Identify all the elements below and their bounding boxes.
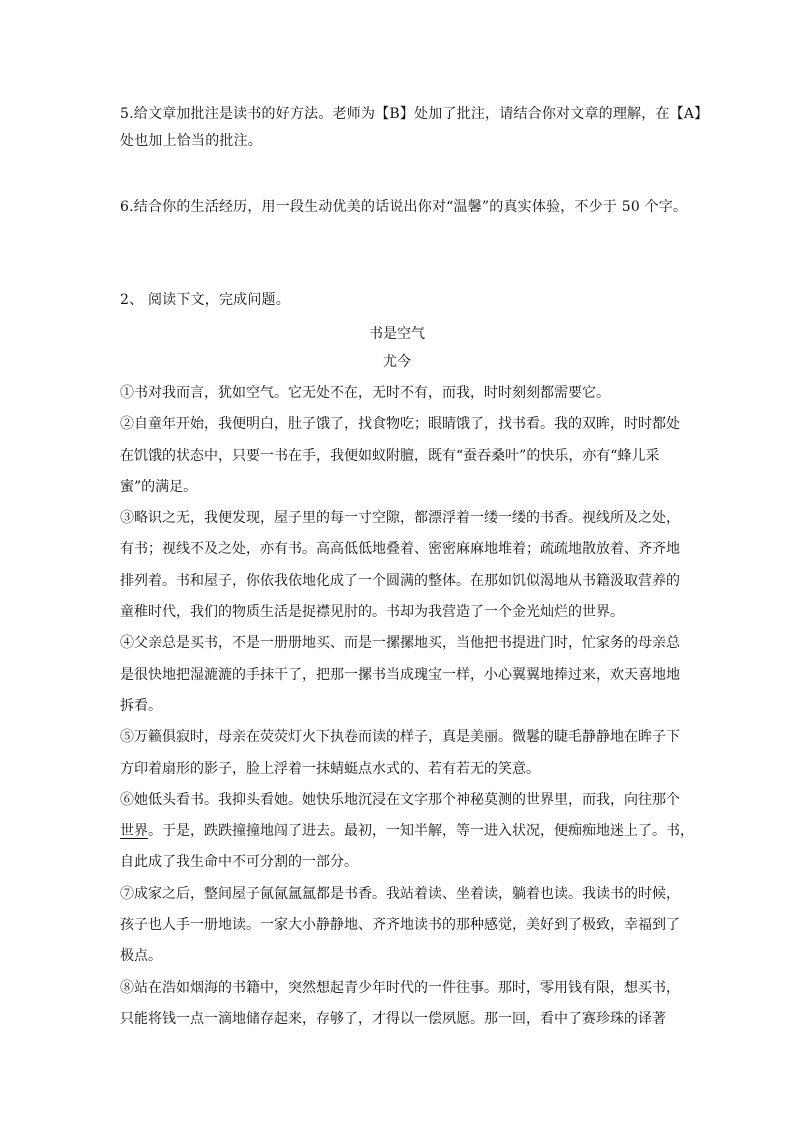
- article-line-underlined: 世界。于是，跌跌撞撞地闯了进去。最初，一知半解，等一进入状况，便痴痴地迷上了。书，: [120, 823, 694, 840]
- article-line: ③略识之无，我便发现，屋子里的每一寸空隙，都漂浮着一缕一缕的书香。视线所及之处，: [120, 510, 680, 527]
- article-line: 是很快地把湿漉漉的手抹干了，把那一摞书当成瑰宝一样，小心翼翼地捧过来，欢天喜地地: [120, 666, 680, 683]
- question-5-line-1: 5.给文章加批注是读书的好方法。老师为【B】处加了批注，请结合你对文章的理解，在【A】: [120, 106, 709, 122]
- article-line: 自此成了我生命中不可分割的一部分。: [120, 854, 358, 871]
- article-line: 孩子也人手一册地读。一家大小静静地、齐齐地读书的那种感觉，美好到了极致，幸福到了: [120, 917, 680, 934]
- article-line: ⑤万籁俱寂时，母亲在荧荧灯火下执卷而读的样子，真是美丽。微鬈的睫毛静静地在眸子下: [120, 729, 680, 746]
- article-line: ⑥她低头看书。我抑头看她。她快乐地沉浸在文字那个神秘莫测的世界里，而我，向往那个: [120, 791, 680, 808]
- article-line: 蜜”的满足。: [120, 478, 198, 495]
- article-line: ④父亲总是买书，不是一册册地买、而是一摞摞地买，当他把书提进门时，忙家务的母亲总: [120, 635, 680, 652]
- article-author: 尤今: [383, 354, 411, 370]
- question-5-line-2: 处也加上恰当的批注。: [120, 133, 262, 149]
- question-6: [120, 196, 688, 219]
- article-line: ⑧站在浩如烟海的书籍中，突然想起青少年时代的一件往事。那时，零用钱有限，想买书，: [120, 979, 680, 996]
- article-line: 极点。: [120, 948, 162, 965]
- article-line: ⑦成家之后，整间屋子氤氤氲氲都是书香。我站着读、坐着读，躺着也读。我读书的时候，: [120, 885, 680, 902]
- article-line: 方印着扇形的影子，脸上浮着一抹蜻蜓点水式的、若有若无的笑意。: [120, 760, 540, 777]
- article-line: 有书；视线不及之处，亦有书。高高低低地叠着、密密麻麻地堆着；疏疏地散放着、齐齐地: [120, 541, 680, 558]
- article-line: 只能将钱一点一滴地储存起来，存够了，才得以一偿夙愿。那一回，看中了赛珍珠的译著: [120, 1010, 666, 1027]
- question-6-line-1: 6.结合你的生活经历，用一段生动优美的话说出你对“温馨”的真实体验，不少于 50 个字。: [120, 199, 688, 215]
- underlined-word: 世界: [120, 823, 148, 840]
- article-line: 童稚时代，我们的物质生活是捉襟见肘的。书却为我营造了一个金光灿烂的世界。: [120, 604, 624, 621]
- section-2-heading: 2、 阅读下文，完成问题。: [120, 292, 290, 308]
- article-line: 拆看。: [120, 697, 162, 714]
- article-body: [120, 383, 694, 1040]
- article-line: 排列着。书和屋子，你依我依地化成了一个圆满的整体。在那如饥似渴地从书籍汲取营养的: [120, 572, 680, 589]
- question-5: [120, 101, 709, 155]
- article-line: 在饥饿的状态中，只要一书在手，我便如蚁附膻，既有“蚕吞桑叶”的快乐，亦有“蜂儿采: [120, 447, 660, 464]
- article-title: 书是空气: [369, 326, 425, 342]
- article-line: ②自童年开始，我便明白，肚子饿了，找食物吃；眼睛饿了，找书看。我的双眸，时时都处: [120, 416, 680, 433]
- article-line: ①书对我而言，犹如空气。它无处不在，无时不有，而我，时时刻刻都需要它。: [120, 385, 610, 401]
